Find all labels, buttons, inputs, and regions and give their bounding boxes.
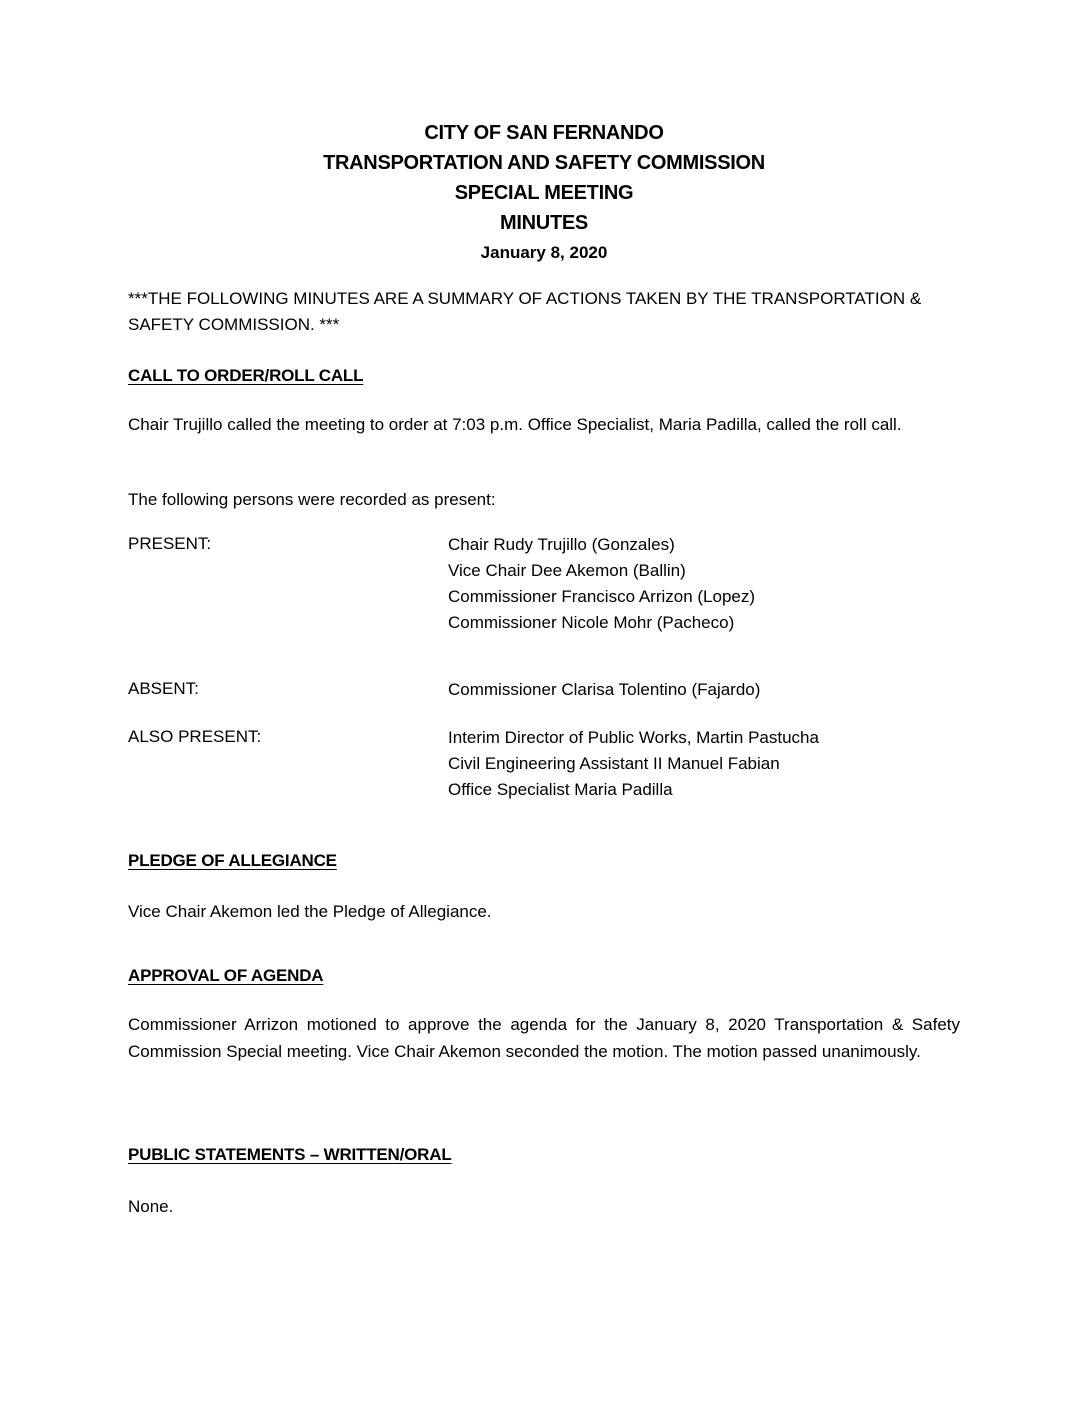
also-present-label: ALSO PRESENT:: [128, 727, 262, 746]
also-present-member: Office Specialist Maria Padilla: [448, 780, 673, 799]
absent-list: [448, 677, 760, 703]
public-statements-text: None.: [128, 1197, 174, 1216]
absent-member: Commissioner Clarisa Tolentino (Fajardo): [448, 680, 761, 699]
pledge-heading: PLEDGE OF ALLEGIANCE: [128, 851, 337, 870]
meeting-type: SPECIAL MEETING: [454, 182, 634, 204]
intro-statement: ***THE FOLLOWING MINUTES ARE A SUMMARY OF ACTIONS TAKEN BY THE TRANSPORTATION & SAFETY COMMISSION. ***: [128, 289, 922, 334]
present-intro-text: The following persons were recorded as present:: [128, 490, 496, 509]
present-member: Commissioner Nicole Mohr (Pacheco): [448, 613, 735, 632]
also-present-member: Civil Engineering Assistant II Manuel Fabian: [448, 754, 780, 773]
also-present-member: Interim Director of Public Works, Martin Pastucha: [448, 728, 819, 747]
present-member: Vice Chair Dee Akemon (Ballin): [448, 561, 686, 580]
call-to-order-heading: CALL TO ORDER/ROLL CALL: [128, 366, 364, 385]
call-to-order-text: Chair Trujillo called the meeting to order at 7:03 p.m. Office Specialist, Maria Padilla, called the roll call.: [128, 415, 902, 434]
present-list: [448, 532, 755, 636]
present-member: Commissioner Francisco Arrizon (Lopez): [448, 587, 756, 606]
city-name: CITY OF SAN FERNANDO: [424, 122, 664, 144]
present-member: Chair Rudy Trujillo (Gonzales): [448, 535, 675, 554]
agenda-heading: APPROVAL OF AGENDA: [128, 966, 324, 985]
meeting-date: January 8, 2020: [480, 243, 608, 262]
document-header: [0, 118, 1088, 268]
agenda-text: Commissioner Arrizon motioned to approve the agenda for the January 8, 2020 Transportation & Safety Commission Special meeting. Vice Chair Akemon seconded the motion. The motion passed unanimously.: [128, 1015, 960, 1061]
present-label: PRESENT:: [128, 534, 212, 553]
commission-name: TRANSPORTATION AND SAFETY COMMISSION: [323, 152, 765, 174]
document-title: MINUTES: [500, 212, 588, 234]
also-present-list: [448, 725, 819, 803]
absent-label: ABSENT:: [128, 679, 199, 698]
pledge-text: Vice Chair Akemon led the Pledge of Allegiance.: [128, 902, 492, 921]
public-statements-heading: PUBLIC STATEMENTS – WRITTEN/ORAL: [128, 1145, 452, 1164]
